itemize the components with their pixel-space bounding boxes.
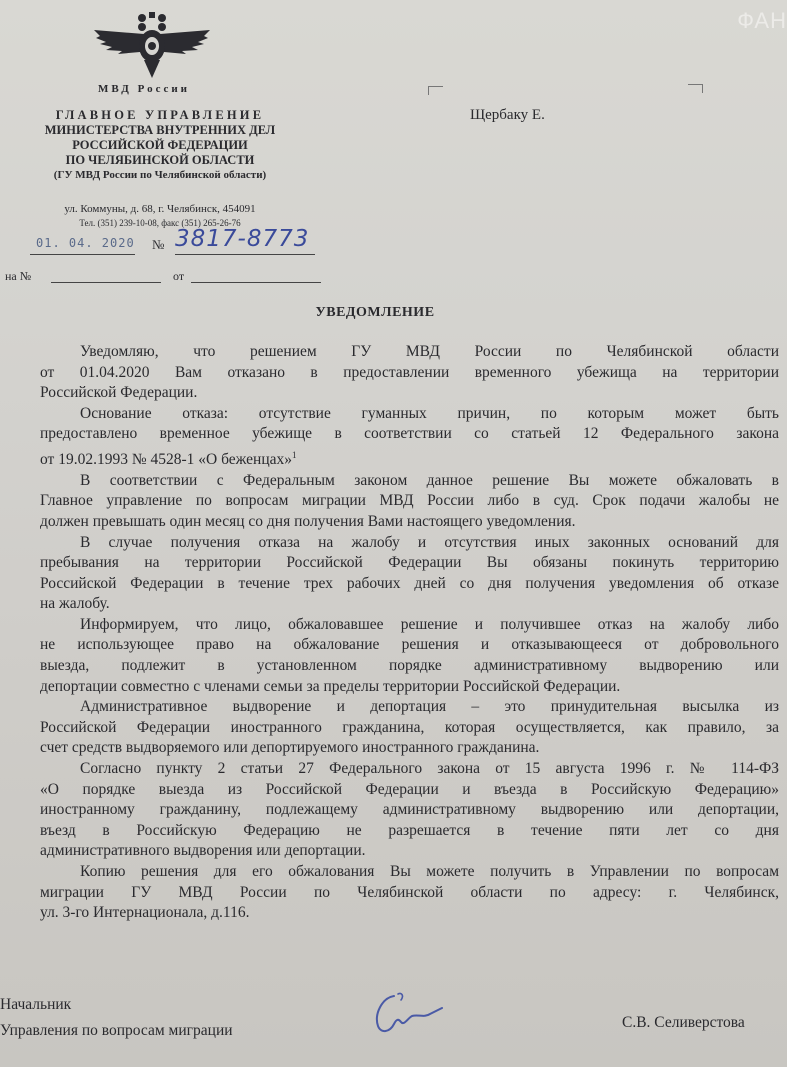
footnote-marker: 1 [292,449,297,460]
text-line: Основание отказа: отсутствие гуманных причин, по которым может быть [80,404,779,422]
agency-name [10,108,310,183]
text-line: предоставлено временное убежище в соответствии со статьей 12 Федерального закона [40,425,779,443]
text-line: Российской Федерации в течение трех рабочих дней со дня получения уведомления об отказе [40,574,779,592]
document-body [0,342,785,924]
registration-number: 3817-8773 [175,226,310,252]
text-line: Российской Федерации иностранного гражданина, которая осуществляется, как правило, за [40,718,779,736]
reference-number-blank [51,282,161,283]
agency-line: РОССИЙСКОЙ ФЕДЕРАЦИИ [72,138,248,152]
reference-date-blank [191,282,321,283]
address-corner-mark [428,86,443,95]
document-title: УВЕДОМЛЕНИЕ [315,305,435,320]
reference-number-label: на № [5,269,32,283]
date-number-row [30,226,330,262]
agency-line: МИНИСТЕРСТВА ВНУТРЕННИХ ДЕЛ [44,123,276,137]
text-line: Уведомляю, что решением ГУ МВД России по Челябинской области [80,343,779,360]
agency-abbreviation: (ГУ МВД России по Челябинской области) [53,169,267,181]
number-underline [175,254,315,255]
agency-line: ПО ЧЕЛЯБИНСКОЙ ОБЛАСТИ [65,153,255,167]
text-line: пребывания на территории Российской Федерации Вы обязаны покинуть территорию [40,554,779,572]
text-line: счет средств выдворяемого или депортируемого иностранного гражданина. [40,739,540,757]
phone-fax: Тел. (351) 239-10-08, факс (351) 265-26-76 [79,218,241,228]
paragraph [0,862,785,924]
text-line: от 01.04.2020 Вам отказано в предоставлении временного убежища на территории [40,363,779,381]
double-headed-eagle-emblem-icon [92,10,212,80]
reference-date-label: от [173,269,185,283]
paragraph [0,615,785,697]
reference-row [5,266,335,288]
text-line: Главное управление по вопросам миграции МВД России либо в суд. Срок подачи жалобы не [40,492,779,510]
ministry-title: МВД России [98,83,191,95]
paragraph [0,533,785,615]
handwritten-signature-icon [368,988,448,1038]
paragraph [0,697,785,759]
text-line: В соответствии с Федеральным законом данное решение Вы можете обжаловать в [80,471,779,489]
text-line: должен превышать один месяц со дня получения Вами настоящего уведомления. [40,512,576,530]
paragraph [0,342,785,404]
signatory-position [0,992,233,1044]
paragraph [0,471,785,533]
paragraph [0,759,785,862]
watermark: ФАН [737,8,787,33]
text-line: «О порядке выезда из Российской Федерации и въезда в Российскую Федерацию» [40,780,779,798]
text-line: депортации совместно с членами семьи за пределы территории Российской Федерации. [40,677,621,695]
text-line: Копию решения для его обжалования Вы можете получить в Управлении по вопросам [80,863,779,880]
address-corner-mark [688,84,703,93]
text-line: выезда, подлежит в установленном порядке административному выдворению или [40,657,779,675]
text-line: иностранному гражданину, подлежащему административному выдворению или депортации, [40,801,779,819]
text-line: въезд в Российскую Федерацию не разрешается в течение пяти лет со дня [40,821,779,839]
recipient-name: Щербаку Е. [470,107,545,123]
paragraph [0,404,785,471]
document-date: 01. 04. 2020 [36,236,135,250]
text-line: от 19.02.1993 № 4528-1 «О беженцах» [40,451,293,469]
text-line: Информируем, что лицо, обжаловавшее решение и получившее отказ на жалобу либо [80,615,779,633]
text-line: В случае получения отказа на жалобу и отсутствия иных законных оснований для [80,533,779,551]
text-line: Согласно пункту 2 статьи 27 Федерального закона от 15 августа 1996 г. № 114-ФЗ [80,760,779,778]
text-line: на жалобу. [40,595,110,613]
text-line: ул. 3-го Интернационала, д.116. [40,904,250,922]
text-line: не использующее право на обжалование решения и отказывающееся от добровольного [40,636,779,654]
position-line: Начальник [0,996,72,1013]
street-address: ул. Коммуны, д. 68, г. Челябинск, 454091 [64,203,256,215]
signer-name: С.В. Селиверстова [622,1014,745,1031]
agency-line: ГЛАВНОЕ УПРАВЛЕНИЕ [55,108,265,122]
text-line: миграции ГУ МВД России по Челябинской области по адресу: г. Челябинск, [40,883,779,901]
position-line: Управления по вопросам миграции [0,1022,233,1039]
date-underline [30,254,135,255]
text-line: административного выдворения или депортации. [40,842,366,860]
text-line: Российской Федерации. [40,384,198,402]
text-line: Административное выдворение и депортация – это принудительная высылка из [80,698,779,716]
number-label: № [152,237,165,252]
